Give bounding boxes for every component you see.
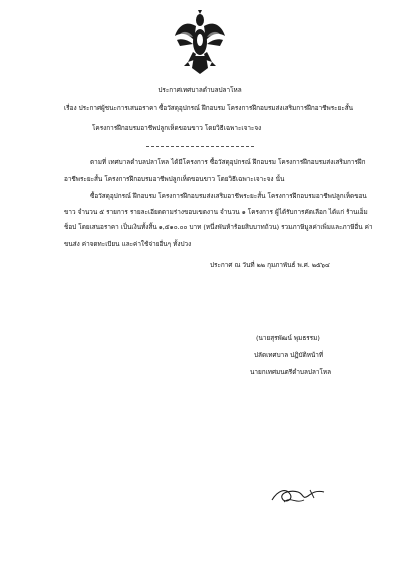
signer-role-2: นายกเทศมนตรีตำบลปลาโหล xyxy=(250,368,332,376)
signature xyxy=(268,484,328,508)
org-title: ประกาศเทศบาลตำบลปลาโหล xyxy=(158,86,242,94)
announce-date: ประกาศ ณ วันที่ ๒๒ กุมภาพันธ์ พ.ศ. ๒๕๖๔ xyxy=(210,261,330,269)
paragraph-1-line-1: ตามที่ เทศบาลตำบลปลาโหล ได้มีโครงการ ซื้อวัสดุอุปกรณ์ ฝึกอบรม โครงการฝึกอบรมส่งเสริมการฝึก xyxy=(90,158,366,166)
signer-name: (นายสุรพัฒน์ พุมธรรม) xyxy=(256,334,320,342)
paragraph-2-line-4: ขนส่ง ค่าจดทะเบียน และค่าใช้จ่ายอื่นๆ ทั้งปวง xyxy=(64,240,192,248)
paragraph-1-line-2: อาชีพระยะสั้น โครงการฝึกอบรมอาชีพปลูกเห็ดขอนขาว โดยวิธีเฉพาะเจาะจง นั้น xyxy=(64,175,285,183)
divider xyxy=(146,146,254,147)
subject-line-1: เรื่อง ประกาศผู้ชนะการเสนอราคา ซื้อวัสดุอุปกรณ์ ฝึกอบรม โครงการฝึกอบรมส่งเสริมการฝึกอาชีพระยะสั้น xyxy=(64,104,354,112)
subject-line-2: โครงการฝึกอบรมอาชีพปลูกเห็ดขอนขาว โดยวิธีเฉพาะเจาะจง xyxy=(92,124,262,132)
paragraph-2-line-3: ช็อป โดยเสนอราคา เป็นเงินทั้งสิ้น ๑,๕๑๐.๐๐ บาท (หนึ่งพันห้าร้อยสิบบาทถ้วน) รวมภาษีมูลค่าเพิ่มและภาษีอื่น ค่า xyxy=(64,223,373,231)
paragraph-2-line-2: ขาว จำนวน ๕ รายการ รายละเอียดตามร่างขอบเขตงาน จำนวน ๑ โครงการ ผู้ได้รับการคัดเลือก ได้แก่ ร้านเอ็ม xyxy=(64,208,368,216)
garuda-emblem xyxy=(174,10,226,76)
paragraph-2-line-1: ซื้อวัสดุอุปกรณ์ ฝึกอบรม โครงการฝึกอบรมส่งเสริมอาชีพระยะสั้น โครงการฝึกอบรมอาชีพปลูกเห็ดขอน xyxy=(90,192,367,200)
signer-role-1: ปลัดเทศบาล ปฏิบัติหน้าที่ xyxy=(254,351,324,359)
